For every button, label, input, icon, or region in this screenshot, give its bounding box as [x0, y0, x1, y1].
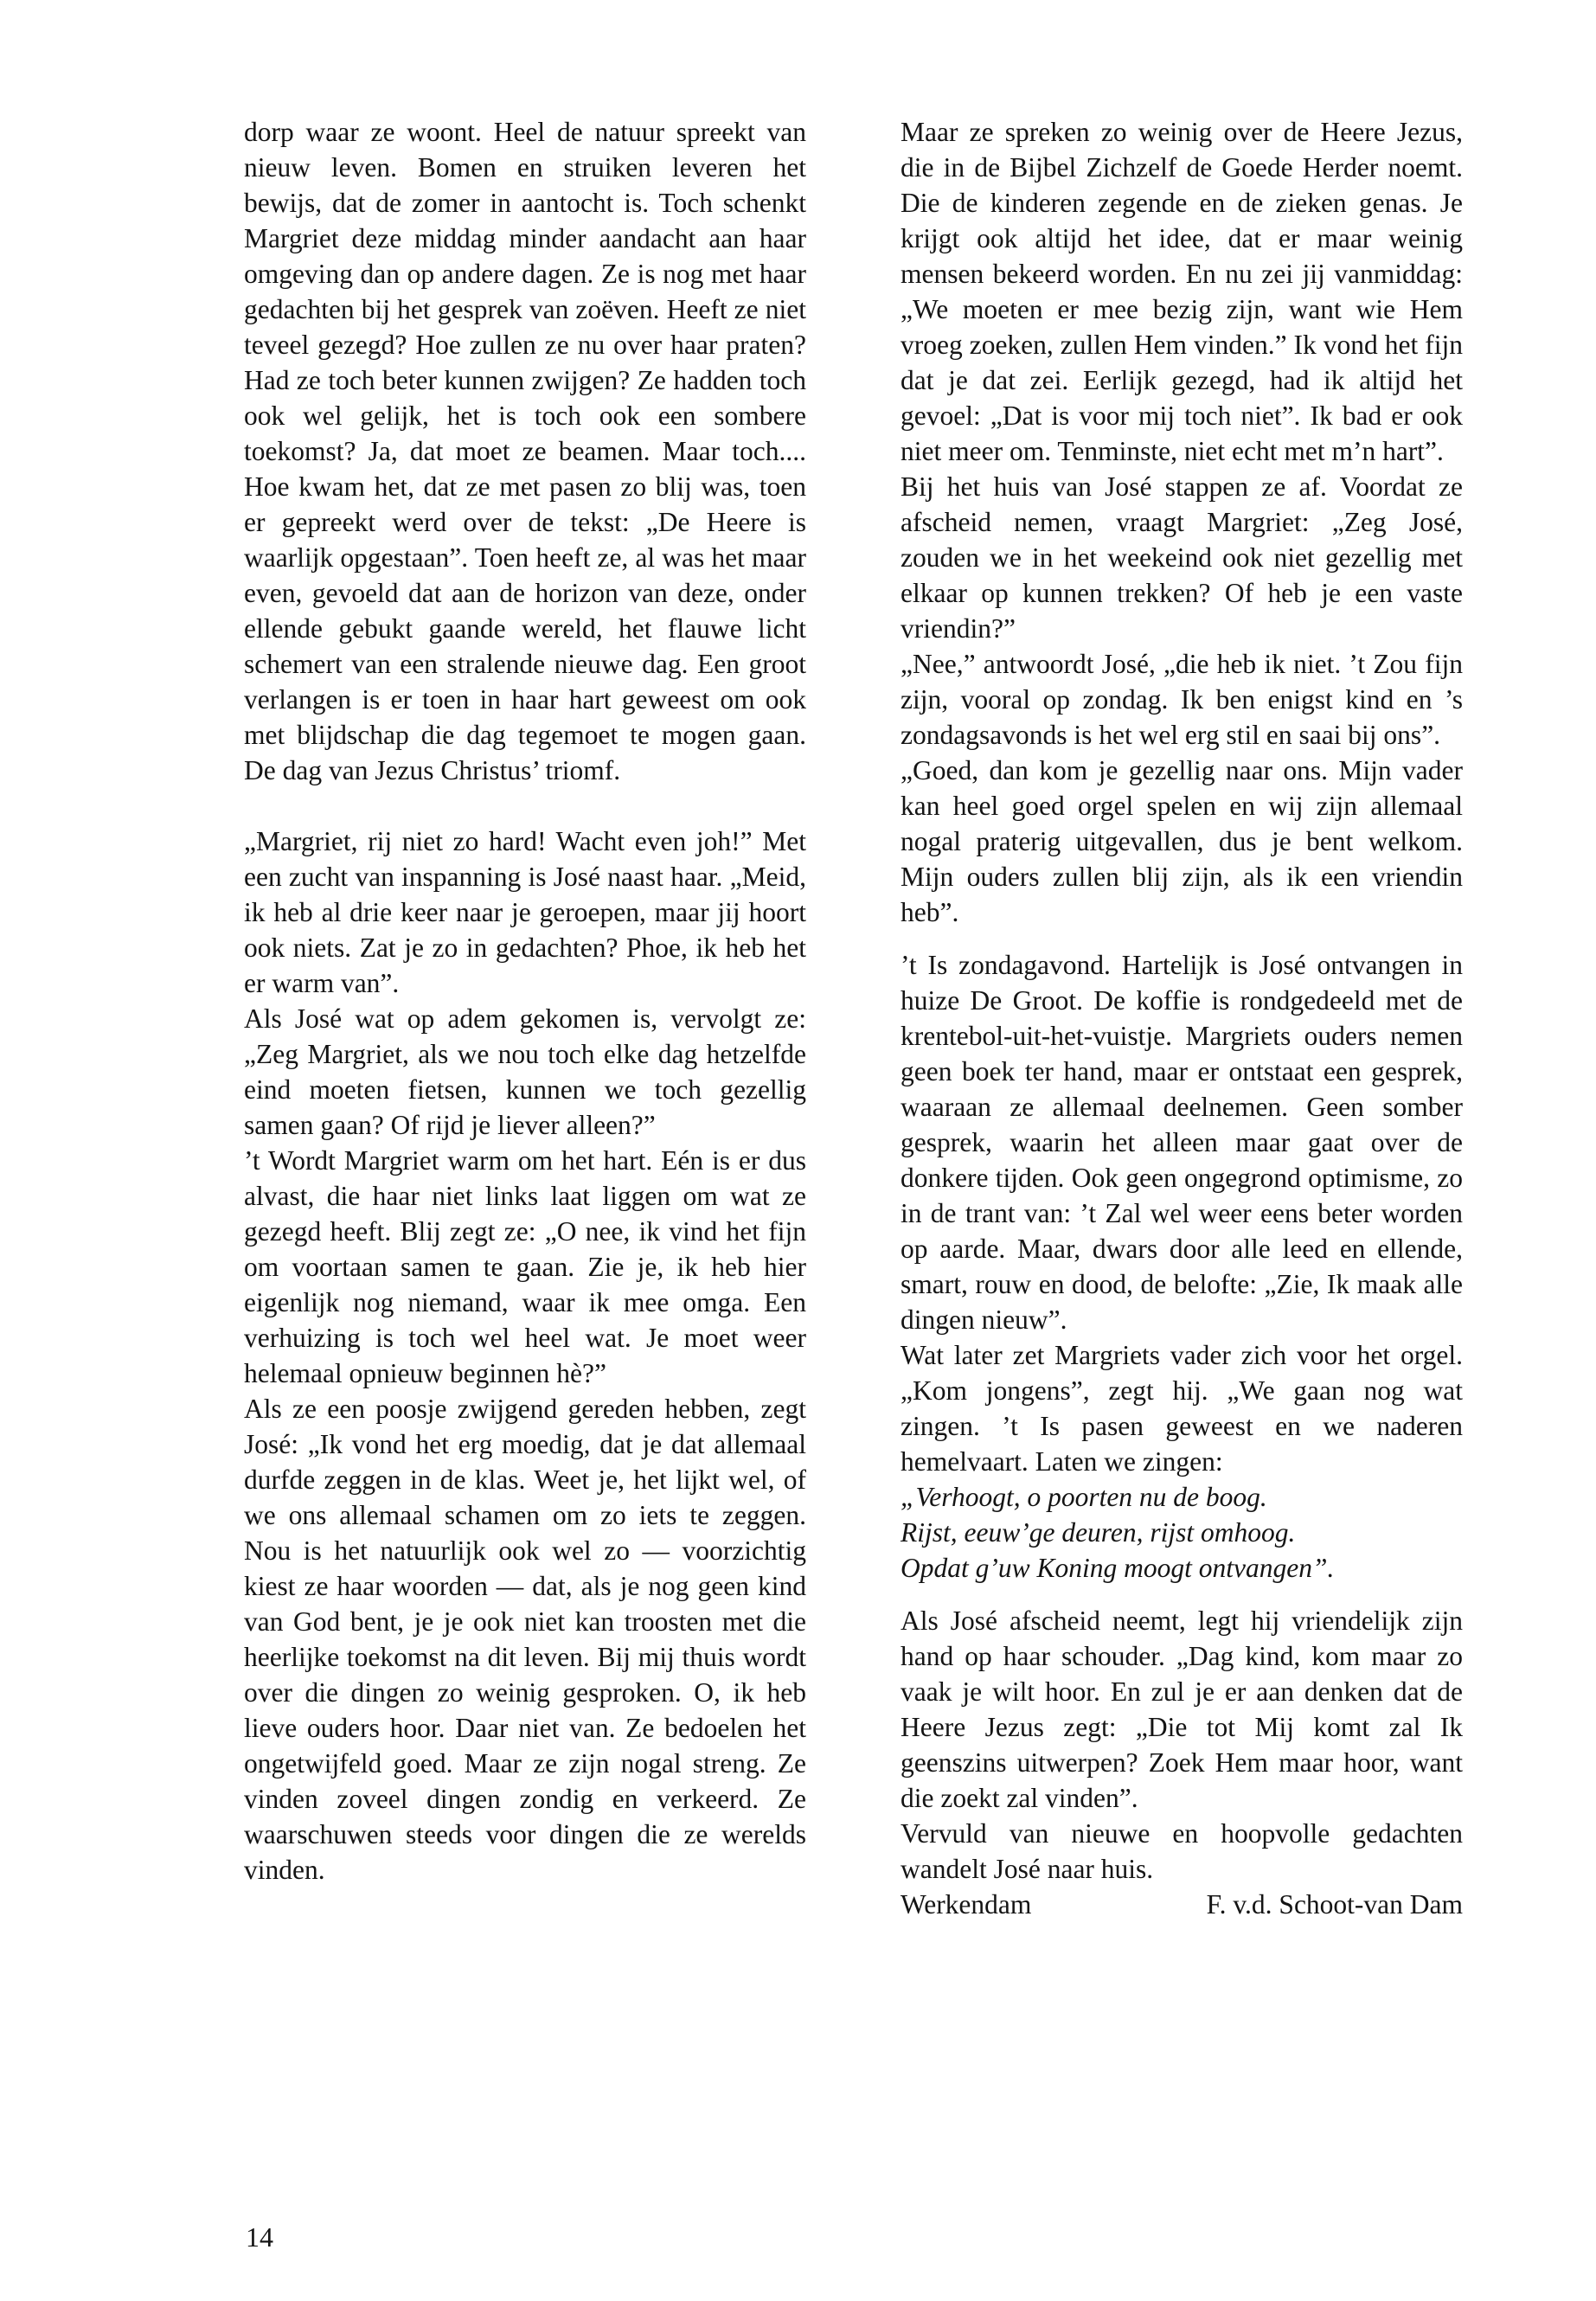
- paragraph: Als José afscheid neemt, legt hij vriendelijk zijn hand op haar schouder. „Dag kind, kom maar zo vaak je wilt hoor. En zul je er aan denken dat de Heere Jezus zegt: „Die tot Mij komt zal Ik geenszins uitwerpen? Zoek Hem maar hoor, want die zoekt zal vinden”.: [901, 1606, 1463, 1813]
- paragraph: Als ze een poosje zwijgend gereden hebben, zegt José: „Ik vond het erg moedig, dat je dat allemaal durfde zeggen in de klas. Weet je, het lijkt wel, of we ons allemaal schamen om zo iets te zeggen. Nou is het natuurlijk ook wel zo — voorzichtig kiest ze haar woorden — dat, als je nog geen kind van God bent, je je ook niet kan troosten met die heerlijke toekomst na dit leven. Bij mij thuis wordt over die dingen zo weinig gesproken. O, ik heb lieve ouders hoor. Daar niet van. Ze bedoelen het ongetwijfeld goed. Maar ze zijn nogal streng. Ze vinden zoveel dingen zondig en verkeerd. Ze waarschuwen steeds voor dingen die ze werelds vinden.: [244, 1394, 806, 1885]
- poem-line: „Verhoogt, o poorten nu de boog.: [901, 1482, 1267, 1512]
- paragraph: Wat later zet Margriets vader zich voor het orgel. „Kom jongens”, zegt hij. „We gaan nog wat zingen. ’t Is pasen geweest en we naderen hemelvaart. Laten we zingen:: [901, 1340, 1463, 1477]
- paragraph: „Margriet, rij niet zo hard! Wacht even joh!” Met een zucht van inspanning is José naast haar. „Meid, ik heb al drie keer naar je geroepen, maar jij hoort ook niets. Zat je zo in gedachten? Phoe, ik heb het er warm van”.: [244, 826, 806, 998]
- signature-author: F. v.d. Schoot-van Dam: [1206, 1889, 1463, 1920]
- paragraph: ’t Is zondagavond. Hartelijk is José ontvangen in huize De Groot. De koffie is rondgedeeld met de krentebol-uit-het-vuistje. Margriets ouders nemen geen boek ter hand, maar er ontstaat een gesprek, waaraan ze allemaal deelnemen. Geen somber gesprek, waarin het alleen maar gaat over de donkere tijden. Ook geen ongegrond optimisme, zo in de trant van: ’t Zal wel weer eens beter worden op aarde. Maar, dwars door alle leed en ellende, smart, rouw en dood, de belofte: „Zie, Ik maak alle dingen nieuw”.: [901, 950, 1463, 1335]
- page-number: 14: [246, 2221, 273, 2253]
- paragraph: dorp waar ze woont. Heel de natuur spreekt van nieuw leven. Bomen en struiken leveren het bewijs, dat de zomer in aantocht is. Toch schenkt Margriet deze middag minder aandacht aan haar omgeving dan op andere dagen. Ze is nog met haar gedachten bij het gesprek van zoëven. Heeft ze niet teveel gezegd? Hoe zullen ze nu over haar praten? Had ze toch beter kunnen zwijgen? Ze hadden toch ook wel gelijk, het is toch ook een sombere toekomst? Ja, dat moet ze beamen. Maar toch.... Hoe kwam het, dat ze met pasen zo blij was, toen er gepreekt werd over de tekst: „De Heere is waarlijk opgestaan”. Toen heeft ze, al was het maar even, gevoeld dat aan de horizon van deze, onder ellende gebukt gaande wereld, het flauwe licht schemert van een stralende nieuwe dag. Een groot verlangen is er toen in haar hart geweest om ook met blijdschap die dag tegemoet te mogen gaan. De dag van Jezus Christus’ triomf.: [244, 117, 806, 785]
- paragraph: „Goed, dan kom je gezellig naar ons. Mijn vader kan heel goed orgel spelen en wij zijn allemaal nogal praterig uitgevallen, dus je bent welkom. Mijn ouders zullen blij zijn, als ik een vriendin heb”.: [901, 755, 1463, 927]
- paragraph: Vervuld van nieuwe en hoopvolle gedachten wandelt José naar huis.: [901, 1818, 1463, 1884]
- signature: [901, 1887, 1463, 1922]
- poem-quote: [901, 1479, 1463, 1586]
- paragraph: Als José wat op adem gekomen is, vervolgt ze: „Zeg Margriet, als we nou toch elke dag hetzelfde eind moeten fietsen, kunnen we toch gezellig samen gaan? Of rijd je liever alleen?”: [244, 1003, 806, 1140]
- paragraph: „Nee,” antwoordt José, „die heb ik niet. ’t Zou fijn zijn, vooral op zondag. Ik ben enigst kind en ’s zondagsavonds is het wel erg stil en saai bij ons”.: [901, 649, 1463, 750]
- paragraph: Bij het huis van José stappen ze af. Voordat ze afscheid nemen, vraagt Margriet: „Zeg José, zouden we in het weekeind ook niet gezellig met elkaar op kunnen trekken? Of heb je een vaste vriendin?”: [901, 471, 1463, 644]
- poem-line: Opdat g’uw Koning moogt ontvangen”.: [901, 1553, 1335, 1583]
- signature-place: Werkendam: [901, 1889, 1032, 1920]
- right-column: [901, 114, 1463, 1922]
- paragraph: Maar ze spreken zo weinig over de Heere Jezus, die in de Bijbel Zichzelf de Goede Herder noemt. Die de kinderen zegende en de zieken genas. Je krijgt ook altijd het idee, dat er maar weinig mensen bekeerd worden. En nu zei jij vanmiddag: „We moeten er mee bezig zijn, want wie Hem vroeg zoeken, zullen Hem vinden.” Ik vond het fijn dat je dat zei. Eerlijk gezegd, had ik altijd het gevoel: „Dat is voor mij toch niet”. Ik bad er ook niet meer om. Tenminste, niet echt met m’n hart”.: [901, 117, 1463, 466]
- poem-line: Rijst, eeuw’ge deuren, rijst omhoog.: [901, 1517, 1296, 1548]
- paragraph: ’t Wordt Margriet warm om het hart. Eén is er dus alvast, die haar niet links laat liggen om wat ze gezegd heeft. Blij zegt ze: „O nee, ik vind het fijn om voortaan samen te gaan. Zie je, ik heb hier eigenlijk nog niemand, waar ik mee omga. Een verhuizing is toch wel heel wat. Je moet weer helemaal opnieuw beginnen hè?”: [244, 1145, 806, 1388]
- left-column: [244, 114, 806, 1888]
